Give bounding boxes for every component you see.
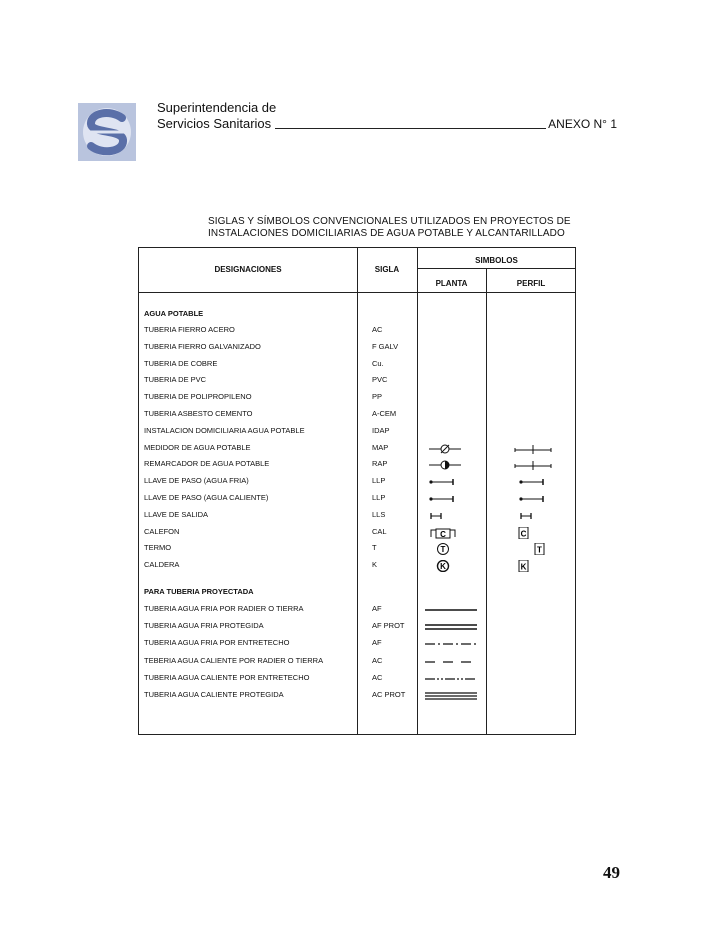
row-acronym: AF PROT — [372, 621, 405, 631]
page-number: 49 — [603, 863, 620, 882]
row-acronym: MAP — [372, 442, 389, 452]
profile-symbol-caldera-perfil — [511, 560, 571, 572]
row-acronym: PP — [372, 392, 383, 402]
svg-text:C: C — [520, 529, 527, 539]
row-designation: INSTALACION DOMICILIARIA AGUA POTABLE — [144, 425, 305, 435]
plan-symbol-caldera — [421, 560, 481, 572]
row-acronym: LLS — [372, 509, 386, 519]
row-designation: TUBERIA DE PVC — [144, 375, 207, 385]
row-designation: TUBERIA FIERRO GALVANIZADO — [144, 341, 261, 351]
plan-symbol-linea-dos-puntos — [421, 673, 481, 685]
table-row — [139, 392, 575, 405]
symbols-subheader-line — [417, 268, 575, 269]
table-row — [139, 325, 575, 338]
table-row — [139, 459, 575, 472]
header-symbols: SIMBOLOS — [475, 256, 518, 265]
row-designation: TUBERIA AGUA FRIA PROTEGIDA — [144, 621, 264, 631]
header-rule — [275, 128, 546, 129]
svg-text:T: T — [537, 545, 542, 555]
table-row — [139, 673, 575, 686]
table-row — [139, 342, 575, 355]
row-acronym: AC — [372, 655, 383, 665]
plan-symbol-linea-simple — [421, 604, 481, 616]
header-plan: PLANTA — [435, 279, 468, 288]
plan-symbol-linea-punto — [421, 638, 481, 650]
table-row — [139, 543, 575, 556]
table-row — [139, 638, 575, 651]
profile-symbol-llave — [511, 476, 571, 488]
row-designation: TEBERIA AGUA CALIENTE POR RADIER O TIERRA — [144, 655, 324, 665]
table-row — [139, 359, 575, 372]
row-designation: MEDIDOR DE AGUA POTABLE — [144, 442, 251, 452]
table-row — [139, 527, 575, 540]
plan-symbol-linea-trazos — [421, 656, 481, 668]
table-row — [139, 409, 575, 422]
table-row — [139, 510, 575, 523]
table-row — [139, 560, 575, 573]
plan-symbol-salida — [421, 510, 481, 522]
plan-symbol-calefon — [421, 527, 481, 539]
row-designation: LLAVE DE PASO (AGUA CALIENTE) — [144, 493, 269, 502]
header-designations: DESIGNACIONES — [214, 265, 282, 274]
plan-symbol-llave — [421, 493, 481, 505]
table-row — [139, 604, 575, 617]
title-line2: INSTALACIONES DOMICILIARIAS DE AGUA POTABLE Y ALCANTARILLADO — [208, 228, 565, 239]
svg-text:K: K — [440, 562, 446, 572]
profile-symbol-salida — [511, 510, 571, 522]
table-row — [139, 621, 575, 634]
plan-symbol-llave — [421, 476, 481, 488]
svg-text:C: C — [440, 529, 446, 539]
table-row — [139, 656, 575, 669]
row-acronym: CAL — [372, 526, 387, 536]
org-name-line2: Servicios Sanitarios — [157, 116, 272, 131]
row-designation: TERMO — [144, 543, 172, 553]
org-name-line1: Superintendencia de — [157, 100, 277, 115]
row-acronym: K — [372, 560, 378, 570]
row-acronym: AF — [372, 604, 382, 613]
row-acronym: T — [372, 543, 377, 553]
plan-symbol-linea-triple — [421, 690, 481, 702]
row-designation: TUBERIA AGUA CALIENTE PROTEGIDA — [144, 690, 284, 699]
plan-symbol-remarcador — [421, 459, 481, 471]
org-name-line2-row — [157, 116, 617, 132]
plan-symbol-termo — [421, 543, 481, 555]
header-bottom-line — [139, 292, 575, 293]
row-designation: CALEFON — [144, 526, 180, 536]
row-designation: TUBERIA FIERRO ACERO — [144, 325, 235, 334]
row-acronym: PVC — [372, 375, 388, 385]
table-row — [139, 690, 575, 703]
svg-text:K: K — [520, 562, 527, 572]
sss-logo — [78, 103, 136, 161]
row-acronym: LLP — [372, 493, 386, 502]
row-designation: CALDERA — [144, 560, 180, 570]
table-row — [139, 443, 575, 456]
section-heading — [139, 587, 575, 600]
row-acronym: IDAP — [372, 425, 390, 435]
table-row — [139, 375, 575, 388]
row-acronym: RAP — [372, 459, 388, 469]
section-title: AGUA POTABLE — [144, 309, 204, 318]
row-acronym: AC PROT — [372, 690, 406, 699]
profile-symbol-termo-perfil — [511, 543, 571, 555]
title-line1: SIGLAS Y SÍMBOLOS CONVENCIONALES UTILIZADOS EN PROYECTOS DE — [208, 216, 571, 227]
header — [157, 100, 617, 132]
header-profile: PERFIL — [516, 279, 546, 288]
row-designation: TUBERIA DE COBRE — [144, 358, 218, 368]
section-heading — [139, 309, 575, 322]
profile-symbol-medidor-perfil — [511, 443, 571, 455]
section-title: PARA TUBERIA PROYECTADA — [144, 587, 254, 596]
table-row — [139, 493, 575, 506]
annex-label: ANEXO N° 1 — [548, 117, 617, 131]
document-title — [208, 216, 571, 240]
row-designation: TUBERIA AGUA CALIENTE POR ENTRETECHO — [144, 672, 310, 682]
row-acronym: AF — [372, 638, 382, 648]
plan-symbol-linea-doble — [421, 621, 481, 633]
row-acronym: A-CEM — [372, 409, 397, 418]
row-designation: TUBERIA DE POLIPROPILENO — [144, 392, 252, 402]
row-acronym: F GALV — [372, 341, 399, 351]
row-designation: TUBERIA AGUA FRIA POR RADIER O TIERRA — [144, 604, 304, 613]
row-acronym: Cu. — [372, 358, 384, 368]
plan-symbol-medidor — [421, 443, 481, 455]
row-designation: TUBERIA AGUA FRIA POR ENTRETECHO — [144, 638, 290, 648]
row-designation: TUBERIA ASBESTO CEMENTO — [144, 409, 253, 418]
table-row — [139, 476, 575, 489]
profile-symbol-calefon-perfil — [511, 527, 571, 539]
row-acronym: AC — [372, 672, 383, 682]
row-acronym: LLP — [372, 476, 386, 486]
profile-symbol-medidor-perfil — [511, 459, 571, 471]
profile-symbol-llave — [511, 493, 571, 505]
table-row — [139, 426, 575, 439]
symbols-table — [138, 247, 576, 735]
header-acronym: SIGLA — [374, 265, 400, 274]
row-designation: REMARCADOR DE AGUA POTABLE — [144, 459, 270, 469]
row-acronym: AC — [372, 325, 383, 334]
row-designation: LLAVE DE SALIDA — [144, 509, 209, 519]
svg-text:T: T — [440, 545, 446, 555]
row-designation: LLAVE DE PASO (AGUA FRIA) — [144, 476, 249, 486]
